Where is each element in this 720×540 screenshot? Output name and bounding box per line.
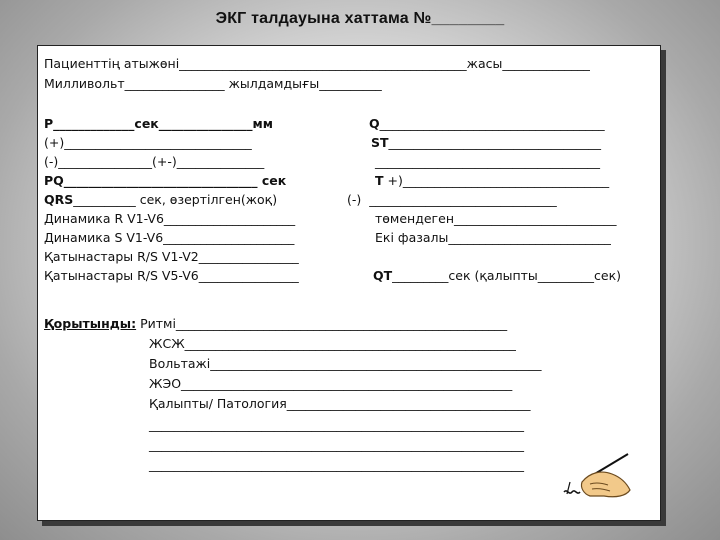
t-wave-line[interactable] — [375, 173, 609, 189]
normal-pathology-line[interactable]: Қалыпты/ Патология_______________________________________ — [149, 396, 531, 411]
p-wave-line[interactable] — [44, 116, 273, 132]
ratio-v1-v2-line[interactable]: Қатынастары R/S V1-V2________________ — [44, 249, 299, 264]
qt-interval-line[interactable] — [373, 268, 621, 284]
protocol-title: ЭКГ талдауына хаттама №________ — [215, 10, 505, 27]
millivolt-speed-line[interactable]: Милливольт________________ жылдамдығы__________ — [44, 76, 382, 91]
st-segment-line[interactable] — [371, 135, 601, 151]
st-label: ST — [371, 135, 389, 150]
rhythm-field: Ритмі_____________________________________________________ — [136, 316, 508, 331]
qt-label: QT — [373, 268, 393, 283]
negative-biphasic-line[interactable]: (-)_______________(+-)______________ — [44, 154, 265, 169]
heart-rate-line[interactable]: ЖСЖ_____________________________________________________ — [149, 336, 516, 351]
blank-line-2[interactable]: ____________________________________________________________ — [149, 437, 524, 452]
st-fill: __________________________________ — [388, 135, 602, 150]
conclusion-label: Қорытынды: — [44, 316, 137, 331]
biphasic-line[interactable]: Екі фазалы__________________________ — [375, 230, 611, 245]
electrical-axis-line[interactable]: ЖЭО_____________________________________________________ — [149, 376, 513, 391]
t-wave-label: T — [375, 173, 384, 188]
positive-line[interactable]: (+)______________________________ — [44, 135, 252, 150]
blank-line-3[interactable]: ____________________________________________________________ — [149, 457, 524, 472]
p-wave-label: P_____________сек_______________мм — [44, 116, 273, 131]
qrs-label: QRS — [44, 192, 74, 207]
q-wave-line[interactable] — [369, 116, 605, 132]
blank-line-1[interactable]: ____________________________________________________________ — [149, 417, 524, 432]
t-wave-fill: +)_________________________________ — [383, 173, 610, 188]
qrs-fill: __________ сек, өзертілген(жоқ) — [73, 192, 278, 207]
t-negative-line[interactable]: (-) ______________________________ — [347, 192, 557, 207]
qt-fill: _________сек (қалыпты_________сек) — [392, 268, 622, 283]
blank-right-line[interactable]: ____________________________________ — [375, 154, 600, 169]
q-wave-fill: ____________________________________ — [379, 116, 605, 131]
dynamics-s-line[interactable]: Динамика S V1-V6_____________________ — [44, 230, 295, 245]
patient-name-age-line[interactable]: Пациенттің атыжөні______________________________________________жасы______________ — [44, 56, 590, 71]
hand-writing-icon — [560, 452, 640, 504]
voltage-line[interactable]: Вольтажі_____________________________________________________ — [149, 356, 542, 371]
ratio-v5-v6-line[interactable]: Қатынастары R/S V5-V6________________ — [44, 268, 299, 283]
conclusion-rhythm-line[interactable] — [44, 316, 507, 332]
q-wave-label: Q — [369, 116, 380, 131]
ecg-protocol-form — [37, 45, 661, 521]
qrs-line[interactable] — [44, 192, 277, 208]
dynamics-r-line[interactable]: Динамика R V1-V6_____________________ — [44, 211, 296, 226]
lowered-line[interactable]: төмендеген__________________________ — [375, 211, 617, 226]
pq-interval-line[interactable]: PQ_______________________________ сек — [44, 173, 287, 188]
